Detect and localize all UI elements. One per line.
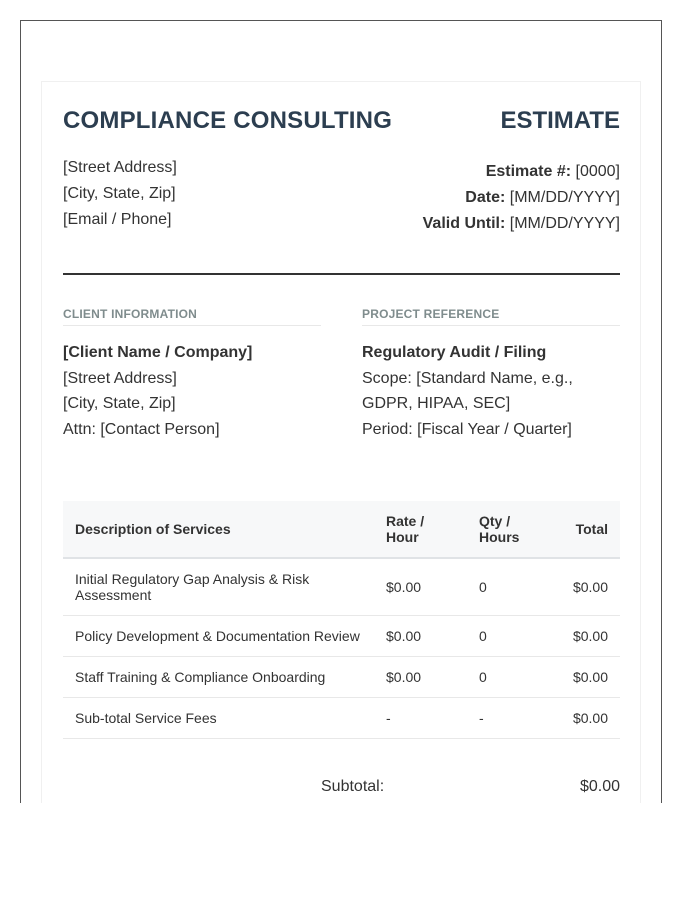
document-page — [20, 20, 662, 803]
col-header-rate-label: Rate / Hour — [386, 513, 425, 545]
valid-until-value: [MM/DD/YYYY] — [509, 215, 620, 232]
client-street: [Street Address] — [63, 370, 177, 387]
client-attn: Attn: [Contact Person] — [63, 421, 220, 438]
cell-description: Initial Regulatory Gap Analysis & Risk Assessment — [63, 558, 374, 616]
estimate-number-label: Estimate #: — [485, 163, 572, 180]
project-scope: Scope: [Standard Name, e.g., — [362, 370, 573, 387]
estimate-date-value: [MM/DD/YYYY] — [509, 189, 620, 206]
cell-rate: $0.00 — [374, 558, 467, 616]
cell-qty: 0 — [467, 616, 549, 657]
cell-qty: 0 — [467, 558, 549, 616]
company-name: COMPLIANCE CONSULTING — [63, 107, 393, 134]
col-header-description: Description of Services — [63, 501, 374, 558]
col-header-qty — [467, 501, 549, 558]
table-row — [63, 657, 620, 698]
estimate-date-label: Date: — [465, 189, 506, 206]
cell-rate: - — [374, 698, 467, 739]
document-title: ESTIMATE — [500, 107, 620, 134]
services-table — [63, 501, 620, 739]
project-title: Regulatory Audit / Filing — [362, 344, 547, 361]
client-name: [Client Name / Company] — [63, 344, 253, 361]
estimate-sheet — [41, 81, 641, 803]
estimate-number-value: [0000] — [575, 163, 620, 180]
table-row — [63, 558, 620, 616]
cell-total: $0.00 — [549, 558, 620, 616]
cell-description: Sub-total Service Fees — [63, 698, 374, 739]
cell-description: Staff Training & Compliance Onboarding — [63, 657, 374, 698]
cell-qty: 0 — [467, 657, 549, 698]
project-section-underline — [362, 325, 620, 326]
company-address-street: [Street Address] — [63, 159, 177, 176]
cell-total: $0.00 — [549, 616, 620, 657]
cell-rate: $0.00 — [374, 657, 467, 698]
client-city: [City, State, Zip] — [63, 395, 176, 412]
valid-until-label: Valid Until: — [422, 215, 506, 232]
client-section-underline — [63, 325, 321, 326]
table-row — [63, 698, 620, 739]
cell-total: $0.00 — [549, 657, 620, 698]
table-header-row — [63, 501, 620, 558]
project-section-heading: PROJECT REFERENCE — [362, 307, 500, 321]
subtotal-label: Subtotal: — [321, 778, 385, 795]
estimate-number-line — [486, 163, 620, 181]
estimate-date-line — [465, 189, 620, 207]
company-address-city: [City, State, Zip] — [63, 185, 176, 202]
project-period: Period: [Fiscal Year / Quarter] — [362, 421, 572, 438]
col-header-qty-label: Qty / Hours — [479, 513, 520, 545]
col-header-rate — [374, 501, 467, 558]
subtotal-value: $0.00 — [579, 778, 620, 795]
cell-rate: $0.00 — [374, 616, 467, 657]
client-section-heading: CLIENT INFORMATION — [63, 307, 198, 321]
cell-qty: - — [467, 698, 549, 739]
header-divider — [63, 273, 620, 275]
company-contact: [Email / Phone] — [63, 211, 172, 228]
table-row — [63, 616, 620, 657]
col-header-total: Total — [549, 501, 620, 558]
cell-total: $0.00 — [549, 698, 620, 739]
cell-description: Policy Development & Documentation Review — [63, 616, 374, 657]
project-scope-cont: GDPR, HIPAA, SEC] — [362, 395, 511, 412]
valid-until-line — [423, 215, 620, 233]
